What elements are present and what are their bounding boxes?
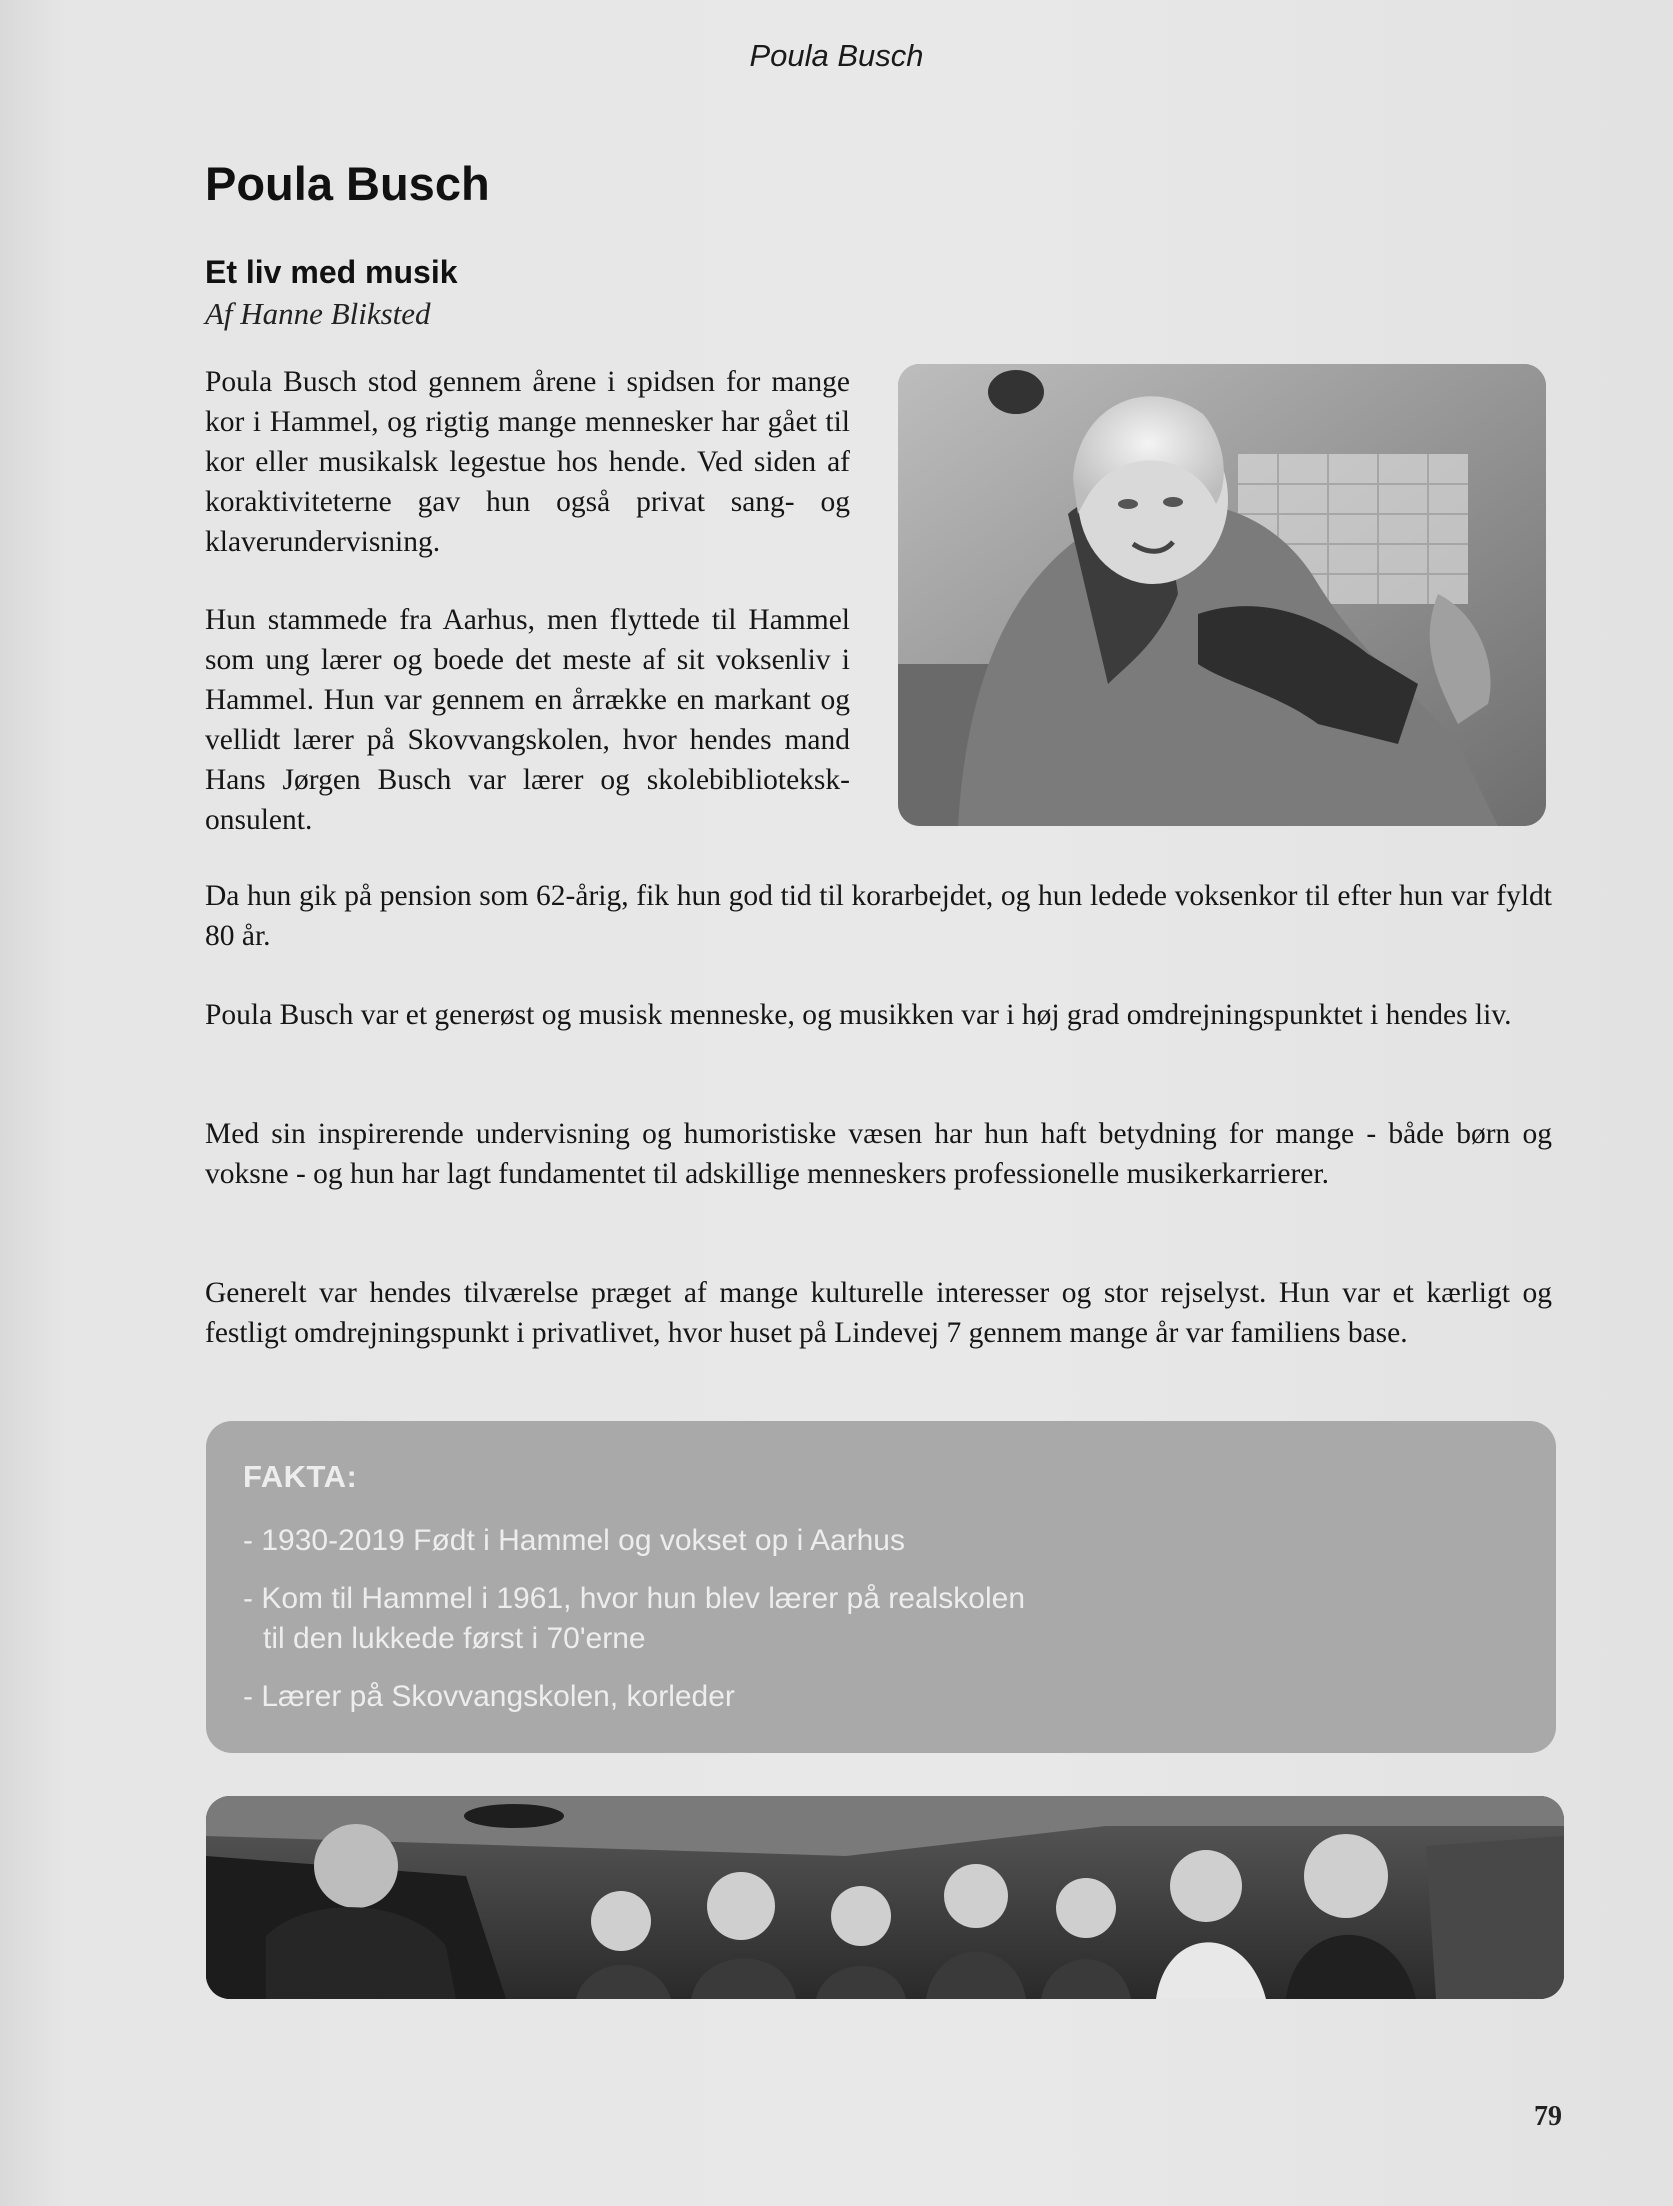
fakta-item: [243, 1521, 1025, 1561]
portrait-photo-graphic: [898, 364, 1546, 826]
paragraph-1: Poula Busch stod gennem årene i spidsen for mange kor i Hammel, og rigtig mange mennesker har gået til kor eller musikalsk legestue hos hende. Ved siden af koraktiviteterne gav hun også privat sang- og klaverundervisning.: [205, 366, 850, 558]
paragraph-4: Poula Busch var et generøst og musisk menneske, og musikken var i høj grad omdrejningspunktet i hendes liv.: [205, 999, 1512, 1031]
fakta-list: [243, 1521, 1025, 1735]
choir-photo: [206, 1796, 1564, 1999]
paragraph-6: Generelt var hendes tilværelse præget af mange kulturelle interesser og stor rejselyst. Hun var et kærligt og festligt omdrejningspunkt i privatlivet, hvor huset på Lindevej 7 gennem mange år var familiens base.: [205, 1277, 1552, 1349]
fakta-item: [243, 1579, 1025, 1659]
paragraph-2: Hun stammede fra Aarhus, men flyttede til Hammel som ung lærer og boede det meste af sit voksenliv i Hammel. Hun var gennem en årrække en markant og vellidt lærer på Skovvangskolen, hvor hendes mand Hans Jørgen Busch var lærer og skolebibliotekskonsulent.: [205, 604, 850, 836]
fakta-item-text: - Lærer på Skovvangskolen, korleder: [243, 1680, 735, 1713]
choir-photo-graphic: [206, 1796, 1564, 1999]
fakta-item-text: - Kom til Hammel i 1961, hvor hun blev lærer på realskolen: [243, 1582, 1026, 1615]
paragraph-3: Da hun gik på pension som 62-årig, fik hun god tid til korarbejdet, og hun ledede voksenkor til efter hun var fyldt 80 år.: [205, 880, 1552, 952]
page-number: 79: [1534, 2101, 1562, 2132]
running-header: Poula Busch: [749, 38, 924, 73]
fakta-item-text: - 1930-2019 Født i Hammel og vokset op i Aarhus: [243, 1524, 905, 1557]
portrait-photo: [898, 364, 1546, 826]
fakta-item: [243, 1677, 1025, 1717]
article-title: Poula Busch: [205, 157, 490, 210]
paragraph-5: Med sin inspirerende undervisning og humoristiske væsen har hun haft betydning for mange - både børn og voksne - og hun har lagt fundamentet til adskillige menneskers professionelle musikerkarrierer.: [205, 1118, 1552, 1190]
fakta-box: [206, 1421, 1556, 1753]
article-subtitle: Et liv med musik: [205, 254, 458, 290]
fakta-item-continuation: til den lukkede først i 70'erne: [263, 1622, 646, 1655]
fakta-title: FAKTA:: [243, 1459, 358, 1494]
article-byline: Af Hanne Bliksted: [205, 296, 431, 331]
